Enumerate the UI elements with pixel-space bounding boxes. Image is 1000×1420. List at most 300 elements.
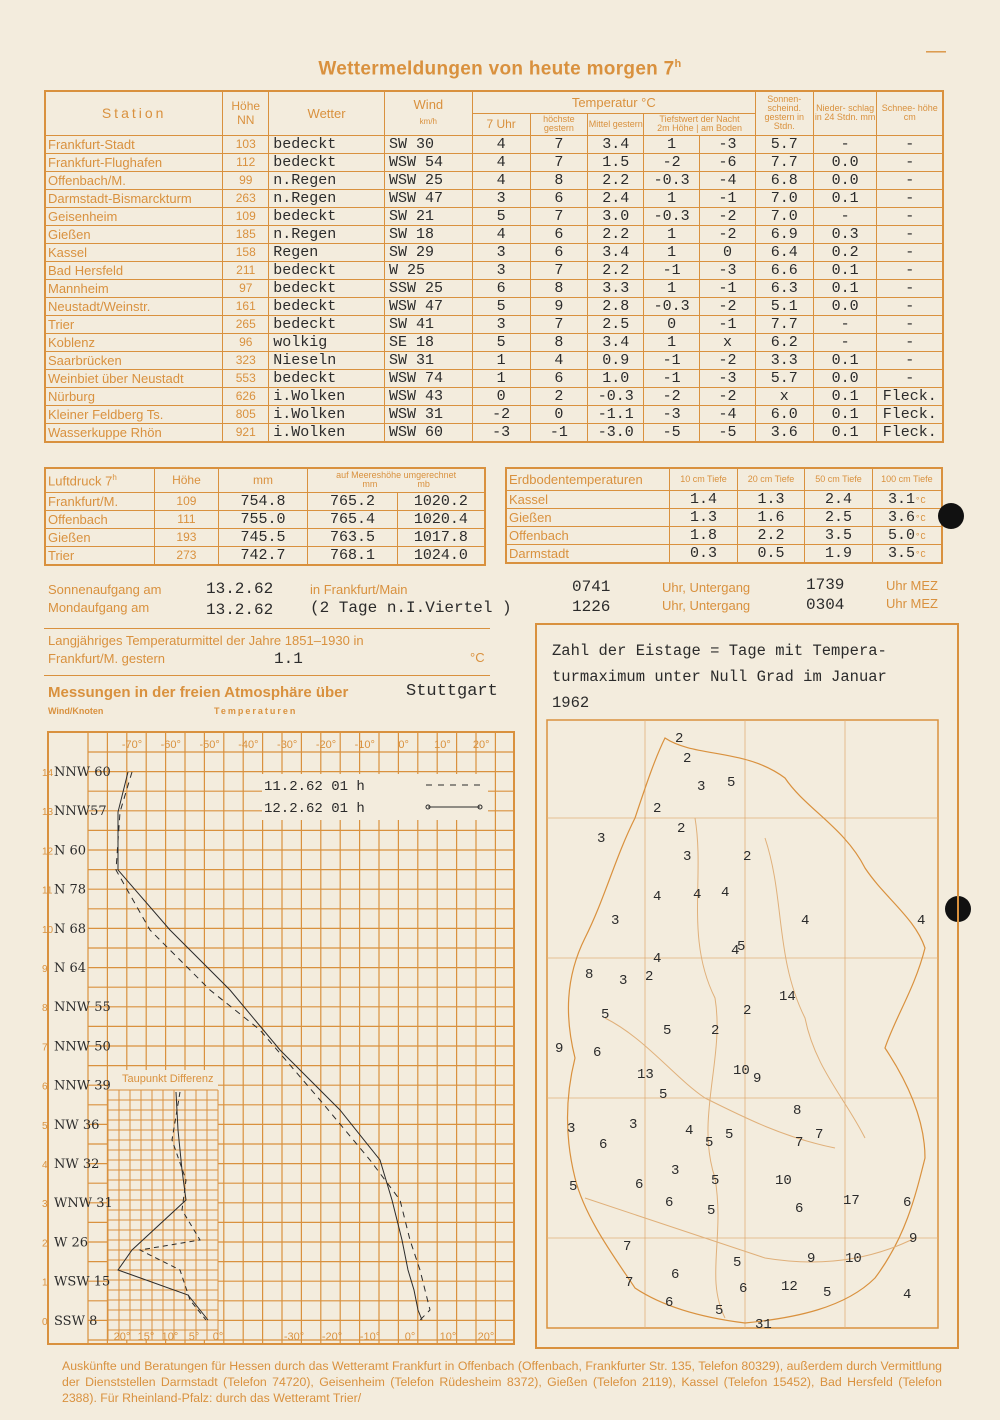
sun-date: 13.2.62: [206, 580, 274, 598]
weather-value: bedeckt: [269, 369, 385, 387]
eistage-value: 5: [715, 1303, 724, 1319]
temp-min-ground: -3: [700, 135, 756, 153]
eb-50cm: 2.4: [805, 490, 873, 508]
wind-label: N 68: [54, 921, 87, 937]
ld-height: 273: [155, 546, 219, 565]
eistage-value: 4: [917, 913, 926, 929]
eistage-value: 3: [683, 849, 692, 865]
weather-value: n.Regen: [269, 189, 385, 207]
station-height: 158: [223, 243, 269, 261]
eistage-value: 3: [611, 913, 620, 929]
germany-map: [545, 718, 940, 1330]
eistage-value: 5: [823, 1285, 832, 1301]
sun-label: Sonnenaufgang am: [48, 582, 162, 597]
eb-100cm-value: 3.1: [888, 490, 916, 508]
snow-value: -: [877, 135, 943, 153]
wind-label: WNW 31: [54, 1196, 113, 1212]
sunshine-value: 5.7: [755, 135, 813, 153]
station-height: 96: [223, 333, 269, 351]
table-row: [506, 544, 942, 563]
station-height: 185: [223, 225, 269, 243]
bottom-tick-label: 10°: [161, 1331, 179, 1343]
station-name: Darmstadt-Bismarckturm: [45, 189, 223, 207]
atmos-chart: [40, 730, 520, 1348]
precip-value: -: [813, 315, 877, 333]
eb-unit: °C: [915, 513, 926, 524]
snow-value: Fleck.: [877, 387, 943, 405]
table-row: [45, 492, 485, 510]
bottom-tick-label: 5°: [188, 1331, 200, 1343]
station-name: Frankfurt-Flughafen: [45, 153, 223, 171]
wind-speed: 29: [415, 243, 434, 261]
bottom-tick-label: -30°: [283, 1331, 305, 1343]
temp-max: 7: [530, 135, 588, 153]
snow-value: -: [877, 207, 943, 225]
temp-mean: 2.2: [588, 171, 644, 189]
eb-100cm-value: 3.5: [888, 544, 916, 562]
wind-direction: SW: [388, 243, 407, 261]
temp-min-ground: -5: [700, 423, 756, 442]
eistage-value: 3: [597, 831, 606, 847]
eb-100cm: [872, 544, 942, 563]
station-name: Koblenz: [45, 333, 223, 351]
wind-value: [384, 315, 472, 333]
temp-7h: 6: [472, 279, 530, 297]
erdboden-table: [505, 467, 943, 564]
ld-station: Trier: [45, 546, 155, 565]
temp-min-2m: -0.3: [644, 207, 700, 225]
header-t7: 7 Uhr: [472, 113, 530, 135]
header-d100: 100 cm Tiefe: [872, 468, 942, 490]
header-erdboden: Erdbodentemperaturen: [506, 468, 670, 490]
eistage-value: 10: [845, 1251, 862, 1267]
precip-value: 0.1: [813, 351, 877, 369]
precip-value: 0.2: [813, 243, 877, 261]
eb-50cm: 1.9: [805, 544, 873, 563]
height-label: 4: [42, 1160, 48, 1171]
station-name: Trier: [45, 315, 223, 333]
moon-label: Mondaufgang am: [48, 600, 150, 615]
wind-value: [384, 387, 472, 405]
header-ld-meer: auf Meereshöhe umgerechnet mm mb: [308, 468, 485, 492]
weather-value: Regen: [269, 243, 385, 261]
sunshine-value: 5.7: [755, 369, 813, 387]
moon-mez: Uhr MEZ: [886, 596, 938, 611]
station-height: 211: [223, 261, 269, 279]
eistage-value: 3: [567, 1121, 576, 1137]
eistage-value: 7: [795, 1135, 804, 1151]
top-tick-label: 20°: [472, 739, 490, 751]
weather-value: wolkig: [269, 333, 385, 351]
temp-7h: 5: [472, 207, 530, 225]
temp-7h: 4: [472, 153, 530, 171]
table-row: [45, 387, 943, 405]
station-height: 97: [223, 279, 269, 297]
eistage-value: 6: [599, 1137, 608, 1153]
top-tick-label: -30°: [277, 739, 298, 751]
table-row: [45, 405, 943, 423]
ld-height: 109: [155, 492, 219, 510]
temp-label: Temperaturen: [214, 706, 298, 716]
table-row: [45, 351, 943, 369]
temp-min-ground: -1: [700, 189, 756, 207]
wind-value: [384, 225, 472, 243]
snow-value: -: [877, 153, 943, 171]
top-tick-label: 10°: [434, 739, 451, 751]
eistage-value: 3: [671, 1163, 680, 1179]
eistage-value: 17: [843, 1193, 860, 1209]
eistage-value: 2: [743, 849, 752, 865]
eistage-value: 4: [721, 885, 730, 901]
wind-speed: 74: [424, 369, 443, 387]
top-tick-label: -60°: [160, 739, 181, 751]
longterm-line1: Langjähriges Temperaturmittel der Jahre 1851–1930 in: [48, 633, 364, 648]
temp-7h: 3: [472, 189, 530, 207]
temp-max: 2: [530, 387, 588, 405]
moon-note: (2 Tage n.I.Viertel ): [310, 599, 512, 617]
eistage-value: 9: [909, 1231, 918, 1247]
luftdruck-table: [44, 467, 486, 566]
temp-min-ground: 0: [700, 243, 756, 261]
wind-speed: 25: [406, 261, 425, 279]
wind-speed: 25: [424, 171, 443, 189]
snow-value: -: [877, 279, 943, 297]
wind-direction: WSW: [388, 153, 416, 171]
table-row: [45, 333, 943, 351]
header-schnee: Schnee- höhe cm: [877, 91, 943, 135]
height-label: 6: [42, 1081, 48, 1093]
precip-value: 0.1: [813, 189, 877, 207]
eistage-value: 6: [671, 1267, 680, 1283]
station-name: Kassel: [45, 243, 223, 261]
precip-value: -: [813, 207, 877, 225]
temp-7h: 4: [472, 135, 530, 153]
eistage-value: 6: [795, 1201, 804, 1217]
eistage-value: 14: [779, 989, 796, 1005]
table-row: [45, 315, 943, 333]
wind-label: Wind/Knoten: [48, 706, 104, 716]
table-row: [45, 153, 943, 171]
eb-20cm: 2.2: [737, 526, 805, 544]
weather-value: bedeckt: [269, 315, 385, 333]
snow-value: -: [877, 315, 943, 333]
wind-label: N 64: [54, 961, 87, 976]
eistage-value: 2: [645, 969, 654, 985]
ld-mb: 1024.0: [397, 546, 485, 565]
eb-50cm: 2.5: [805, 508, 873, 526]
eistage-value: 7: [815, 1127, 824, 1143]
wind-label: N 60: [54, 843, 87, 859]
eb-20cm: 0.5: [737, 544, 805, 563]
eistage-value: 31: [755, 1317, 772, 1330]
moon-rise: 1226: [572, 598, 611, 616]
sunshine-value: 7.0: [755, 189, 813, 207]
temp-max: 8: [530, 333, 588, 351]
eistage-value: 2: [677, 821, 686, 837]
height-label: 5: [42, 1120, 48, 1132]
sunshine-value: 7.7: [755, 153, 813, 171]
wind-label: WSW 15: [54, 1274, 111, 1290]
eistage-value: 6: [665, 1295, 674, 1311]
eistage-value: 5: [725, 1127, 734, 1143]
temp-max: 6: [530, 243, 588, 261]
sunshine-value: 3.3: [755, 351, 813, 369]
temp-mean: 2.4: [588, 189, 644, 207]
height-label: 0: [42, 1316, 48, 1328]
wind-direction: WSW: [388, 369, 416, 387]
wind-value: [384, 135, 472, 153]
temp-min-2m: 1: [644, 243, 700, 261]
legend-12feb: 12.2.62 01 h: [264, 801, 365, 817]
table-row: [45, 528, 485, 546]
moon-uhr: Uhr, Untergang: [662, 598, 751, 613]
eistage-value: 4: [653, 889, 662, 905]
temp-max: 6: [530, 189, 588, 207]
temp-min-2m: 1: [644, 189, 700, 207]
temp-min-2m: -2: [644, 153, 700, 171]
eistage-value: 10: [733, 1063, 750, 1079]
wind-speed: 18: [415, 333, 434, 351]
sunshine-value: 6.6: [755, 261, 813, 279]
temp-mean: 1.0: [588, 369, 644, 387]
eistage-value: 4: [903, 1287, 912, 1303]
sun-uhr: Uhr, Untergang: [662, 580, 751, 595]
eistage-value: 6: [903, 1195, 912, 1211]
eistage-value: 6: [739, 1281, 748, 1297]
table-row: [45, 243, 943, 261]
top-tick-label: -20°: [315, 739, 337, 751]
wind-speed: 18: [415, 225, 434, 243]
temp-mean: 3.3: [588, 279, 644, 297]
bottom-tick-label: -20°: [321, 1331, 343, 1343]
ld-mb: 1020.4: [397, 510, 485, 528]
height-label: 11: [42, 885, 53, 897]
moon-set: 0304: [806, 596, 845, 614]
header-station: Station: [45, 91, 223, 135]
wind-value: [384, 261, 472, 279]
wind-speed: 25: [424, 279, 443, 297]
temp-min-ground: -2: [700, 207, 756, 225]
wind-speed: 41: [415, 315, 434, 333]
sunshine-value: x: [755, 387, 813, 405]
precip-value: 0.3: [813, 225, 877, 243]
station-height: 99: [223, 171, 269, 189]
wind-direction: WSW: [388, 423, 416, 441]
temp-mean: 1.5: [588, 153, 644, 171]
eistage-value: 2: [711, 1023, 720, 1039]
ld-mm: 755.0: [218, 510, 308, 528]
header-ld-mm: mm: [218, 468, 308, 492]
station-name: Saarbrücken: [45, 351, 223, 369]
temp-min-2m: -5: [644, 423, 700, 442]
weather-value: Nieseln: [269, 351, 385, 369]
temp-7h: 3: [472, 261, 530, 279]
wind-label: NNW57: [54, 804, 107, 820]
wind-speed: 47: [424, 297, 443, 315]
wind-value: [384, 243, 472, 261]
temp-mean: 2.5: [588, 315, 644, 333]
wind-label: NNW 39: [54, 1078, 111, 1094]
sunshine-value: 6.0: [755, 405, 813, 423]
temp-min-2m: -1: [644, 261, 700, 279]
ld-station: Gießen: [45, 528, 155, 546]
station-height: 109: [223, 207, 269, 225]
temp-7h: 5: [472, 297, 530, 315]
weather-value: bedeckt: [269, 153, 385, 171]
temp-min-ground: -6: [700, 153, 756, 171]
station-height: 103: [223, 135, 269, 153]
station-name: Nürburg: [45, 387, 223, 405]
ld-height: 111: [155, 510, 219, 528]
precip-value: 0.1: [813, 423, 877, 442]
wind-direction: SW: [388, 135, 407, 153]
height-label: 8: [42, 1003, 48, 1015]
wind-direction: WSW: [388, 405, 416, 423]
table-row: [506, 526, 942, 544]
wind-value: [384, 297, 472, 315]
station-height: 921: [223, 423, 269, 442]
eistage-value: 4: [801, 913, 810, 929]
wind-direction: WSW: [388, 297, 416, 315]
wind-speed: 31: [415, 351, 434, 369]
eistage-value: 7: [623, 1239, 632, 1255]
temp-min-ground: x: [700, 333, 756, 351]
temp-min-2m: 0: [644, 315, 700, 333]
eistage-value: 7: [625, 1275, 634, 1291]
punch-hole: [938, 503, 964, 529]
eistage-value: 4: [693, 887, 702, 903]
table-row: [506, 508, 942, 526]
longterm-line2: Frankfurt/M. gestern: [48, 651, 166, 666]
sunshine-value: 6.2: [755, 333, 813, 351]
table-row: [45, 135, 943, 153]
station-name: Geisenheim: [45, 207, 223, 225]
eistage-value: 3: [619, 973, 628, 989]
eistage-value: 2: [683, 751, 692, 767]
temp-7h: 1: [472, 351, 530, 369]
ld-height: 193: [155, 528, 219, 546]
temp-min-2m: 1: [644, 333, 700, 351]
sunshine-value: 3.6: [755, 423, 813, 442]
wind-value: [384, 405, 472, 423]
wind-label: SSW 8: [54, 1313, 98, 1329]
weather-value: bedeckt: [269, 261, 385, 279]
temp-max: 4: [530, 351, 588, 369]
bottom-tick-label: 0°: [404, 1331, 416, 1343]
temp-mean: 2.8: [588, 297, 644, 315]
temp-min-ground: -3: [700, 369, 756, 387]
eistage-value: 8: [585, 967, 594, 983]
height-label: 14: [42, 768, 54, 779]
station-name: Mannheim: [45, 279, 223, 297]
wind-direction: WSW: [388, 171, 416, 189]
longterm-value: 1.1: [274, 650, 303, 668]
station-height: 553: [223, 369, 269, 387]
wind-speed: 43: [424, 387, 443, 405]
precip-value: 0.0: [813, 297, 877, 315]
ld-mm-sea: 768.1: [308, 546, 398, 565]
station-name: Frankfurt-Stadt: [45, 135, 223, 153]
temp-mean: 3.4: [588, 243, 644, 261]
eb-10cm: 1.3: [670, 508, 738, 526]
eb-100cm: [872, 526, 942, 544]
temp-min-ground: -1: [700, 315, 756, 333]
table-row: [45, 279, 943, 297]
temp-mean: -3.0: [588, 423, 644, 442]
weather-value: bedeckt: [269, 207, 385, 225]
eb-100cm-value: 3.6: [888, 508, 916, 526]
eistage-value: 9: [807, 1251, 816, 1267]
temp-min-2m: -3: [644, 405, 700, 423]
wind-direction: WSW: [388, 387, 416, 405]
eb-20cm: 1.6: [737, 508, 805, 526]
ld-station: Frankfurt/M.: [45, 492, 155, 510]
station-name: Weinbiet über Neustadt: [45, 369, 223, 387]
temp-max: 0: [530, 405, 588, 423]
eistage-value: 5: [733, 1255, 742, 1271]
eb-10cm: 1.4: [670, 490, 738, 508]
weather-value: n.Regen: [269, 171, 385, 189]
temp-mean: -0.3: [588, 387, 644, 405]
eistage-value: 4: [653, 951, 662, 967]
temp-min-2m: -0.3: [644, 171, 700, 189]
snow-value: -: [877, 189, 943, 207]
wind-label: NW 36: [54, 1117, 100, 1133]
eistage-value: 6: [593, 1045, 602, 1061]
eistage-value: 2: [675, 731, 684, 747]
longterm-unit: °C: [470, 650, 485, 665]
top-tick-label: -10°: [354, 739, 375, 751]
temp-7h: 1: [472, 369, 530, 387]
precip-value: -: [813, 333, 877, 351]
bottom-tick-label: -10°: [359, 1331, 381, 1343]
eistage-value: 3: [697, 779, 706, 795]
temp-mean: 3.4: [588, 135, 644, 153]
temp-mean: 2.2: [588, 225, 644, 243]
precip-value: -: [813, 135, 877, 153]
weather-table: [44, 90, 944, 443]
temp-max: 7: [530, 207, 588, 225]
precip-value: 0.1: [813, 405, 877, 423]
weather-value: bedeckt: [269, 297, 385, 315]
eb-unit: °C: [915, 549, 926, 560]
table-row: [45, 171, 943, 189]
table-row: [45, 225, 943, 243]
bottom-tick-label: 10°: [439, 1331, 457, 1343]
top-tick-label: 0°: [398, 739, 409, 751]
header-d10: 10 cm Tiefe: [670, 468, 738, 490]
header-hoechste: höchste gestern: [530, 113, 588, 135]
sunshine-value: 6.3: [755, 279, 813, 297]
eistage-value: 10: [775, 1173, 792, 1189]
table-row: [506, 490, 942, 508]
header-wind: Wind km/h: [384, 91, 472, 135]
temp-7h: 0: [472, 387, 530, 405]
wind-direction: SSW: [388, 279, 416, 297]
temp-min-2m: 1: [644, 279, 700, 297]
temp-min-ground: -4: [700, 405, 756, 423]
temp-mean: 3.0: [588, 207, 644, 225]
header-luftdruck: Luftdruck 7$^h$: [45, 468, 155, 492]
bottom-tick-label: 20°: [477, 1331, 495, 1343]
bottom-tick-label: 0°: [212, 1331, 224, 1343]
atmos-title: Messungen in der freien Atmosphäre über: [48, 684, 349, 701]
ld-mm-sea: 765.2: [308, 492, 398, 510]
sunshine-value: 6.4: [755, 243, 813, 261]
page-title: Wettermeldungen von heute morgen 7$^h$: [318, 58, 682, 80]
eb-100cm: [872, 490, 942, 508]
temp-7h: 4: [472, 225, 530, 243]
